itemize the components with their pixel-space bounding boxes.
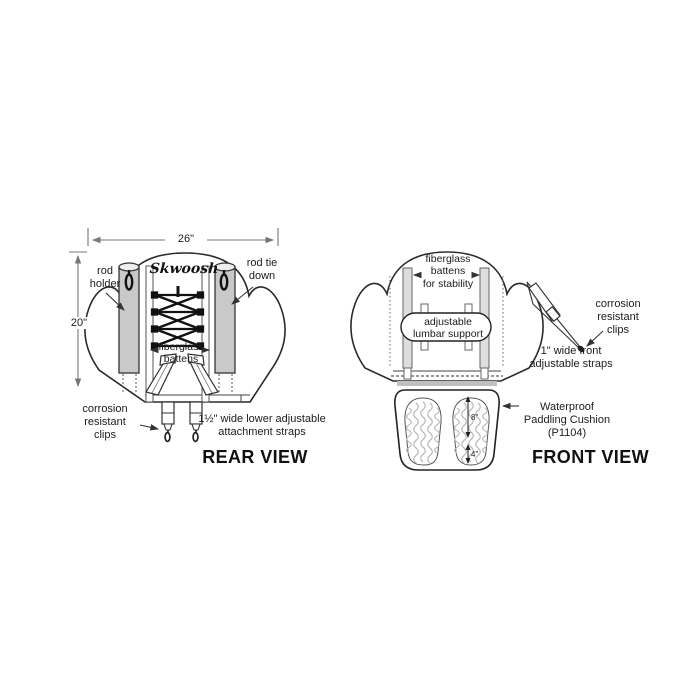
lower-straps-label: 1½" wide lower adjustable attachment straps (198, 413, 326, 438)
rear-fiberglass-battens-label: fiberglass battens (158, 341, 204, 366)
lumbar-support-label: adjustable lumbar support (412, 316, 484, 341)
rear-width-dim-label: 26" (165, 233, 207, 245)
rear-height-dim-label: 20" (60, 317, 98, 329)
cushion-label: Waterproof Paddling Cushion (P1104) (523, 401, 611, 439)
front-battens-label: fiberglass battens for stability (422, 253, 474, 290)
skwoosh-logo: Skwoosh (149, 261, 219, 277)
cushion-dim-upper: 8" (471, 413, 479, 422)
front-straps-label: 1" wide front adjustable straps (529, 345, 613, 370)
rod-holder-label: rod holder (89, 265, 121, 290)
cushion-dim-lower: 4" (471, 450, 479, 459)
rod-tie-down-label: rod tie down (246, 257, 278, 282)
front-corrosion-clips-label: corrosion resistant clips (595, 298, 641, 336)
rear-corrosion-clips-label: corrosion resistant clips (82, 403, 128, 441)
front-view-title: FRONT VIEW (532, 447, 649, 467)
rear-view-title: REAR VIEW (202, 447, 308, 467)
corrosion-clip-left (165, 430, 170, 441)
paddling-cushion (395, 390, 499, 470)
